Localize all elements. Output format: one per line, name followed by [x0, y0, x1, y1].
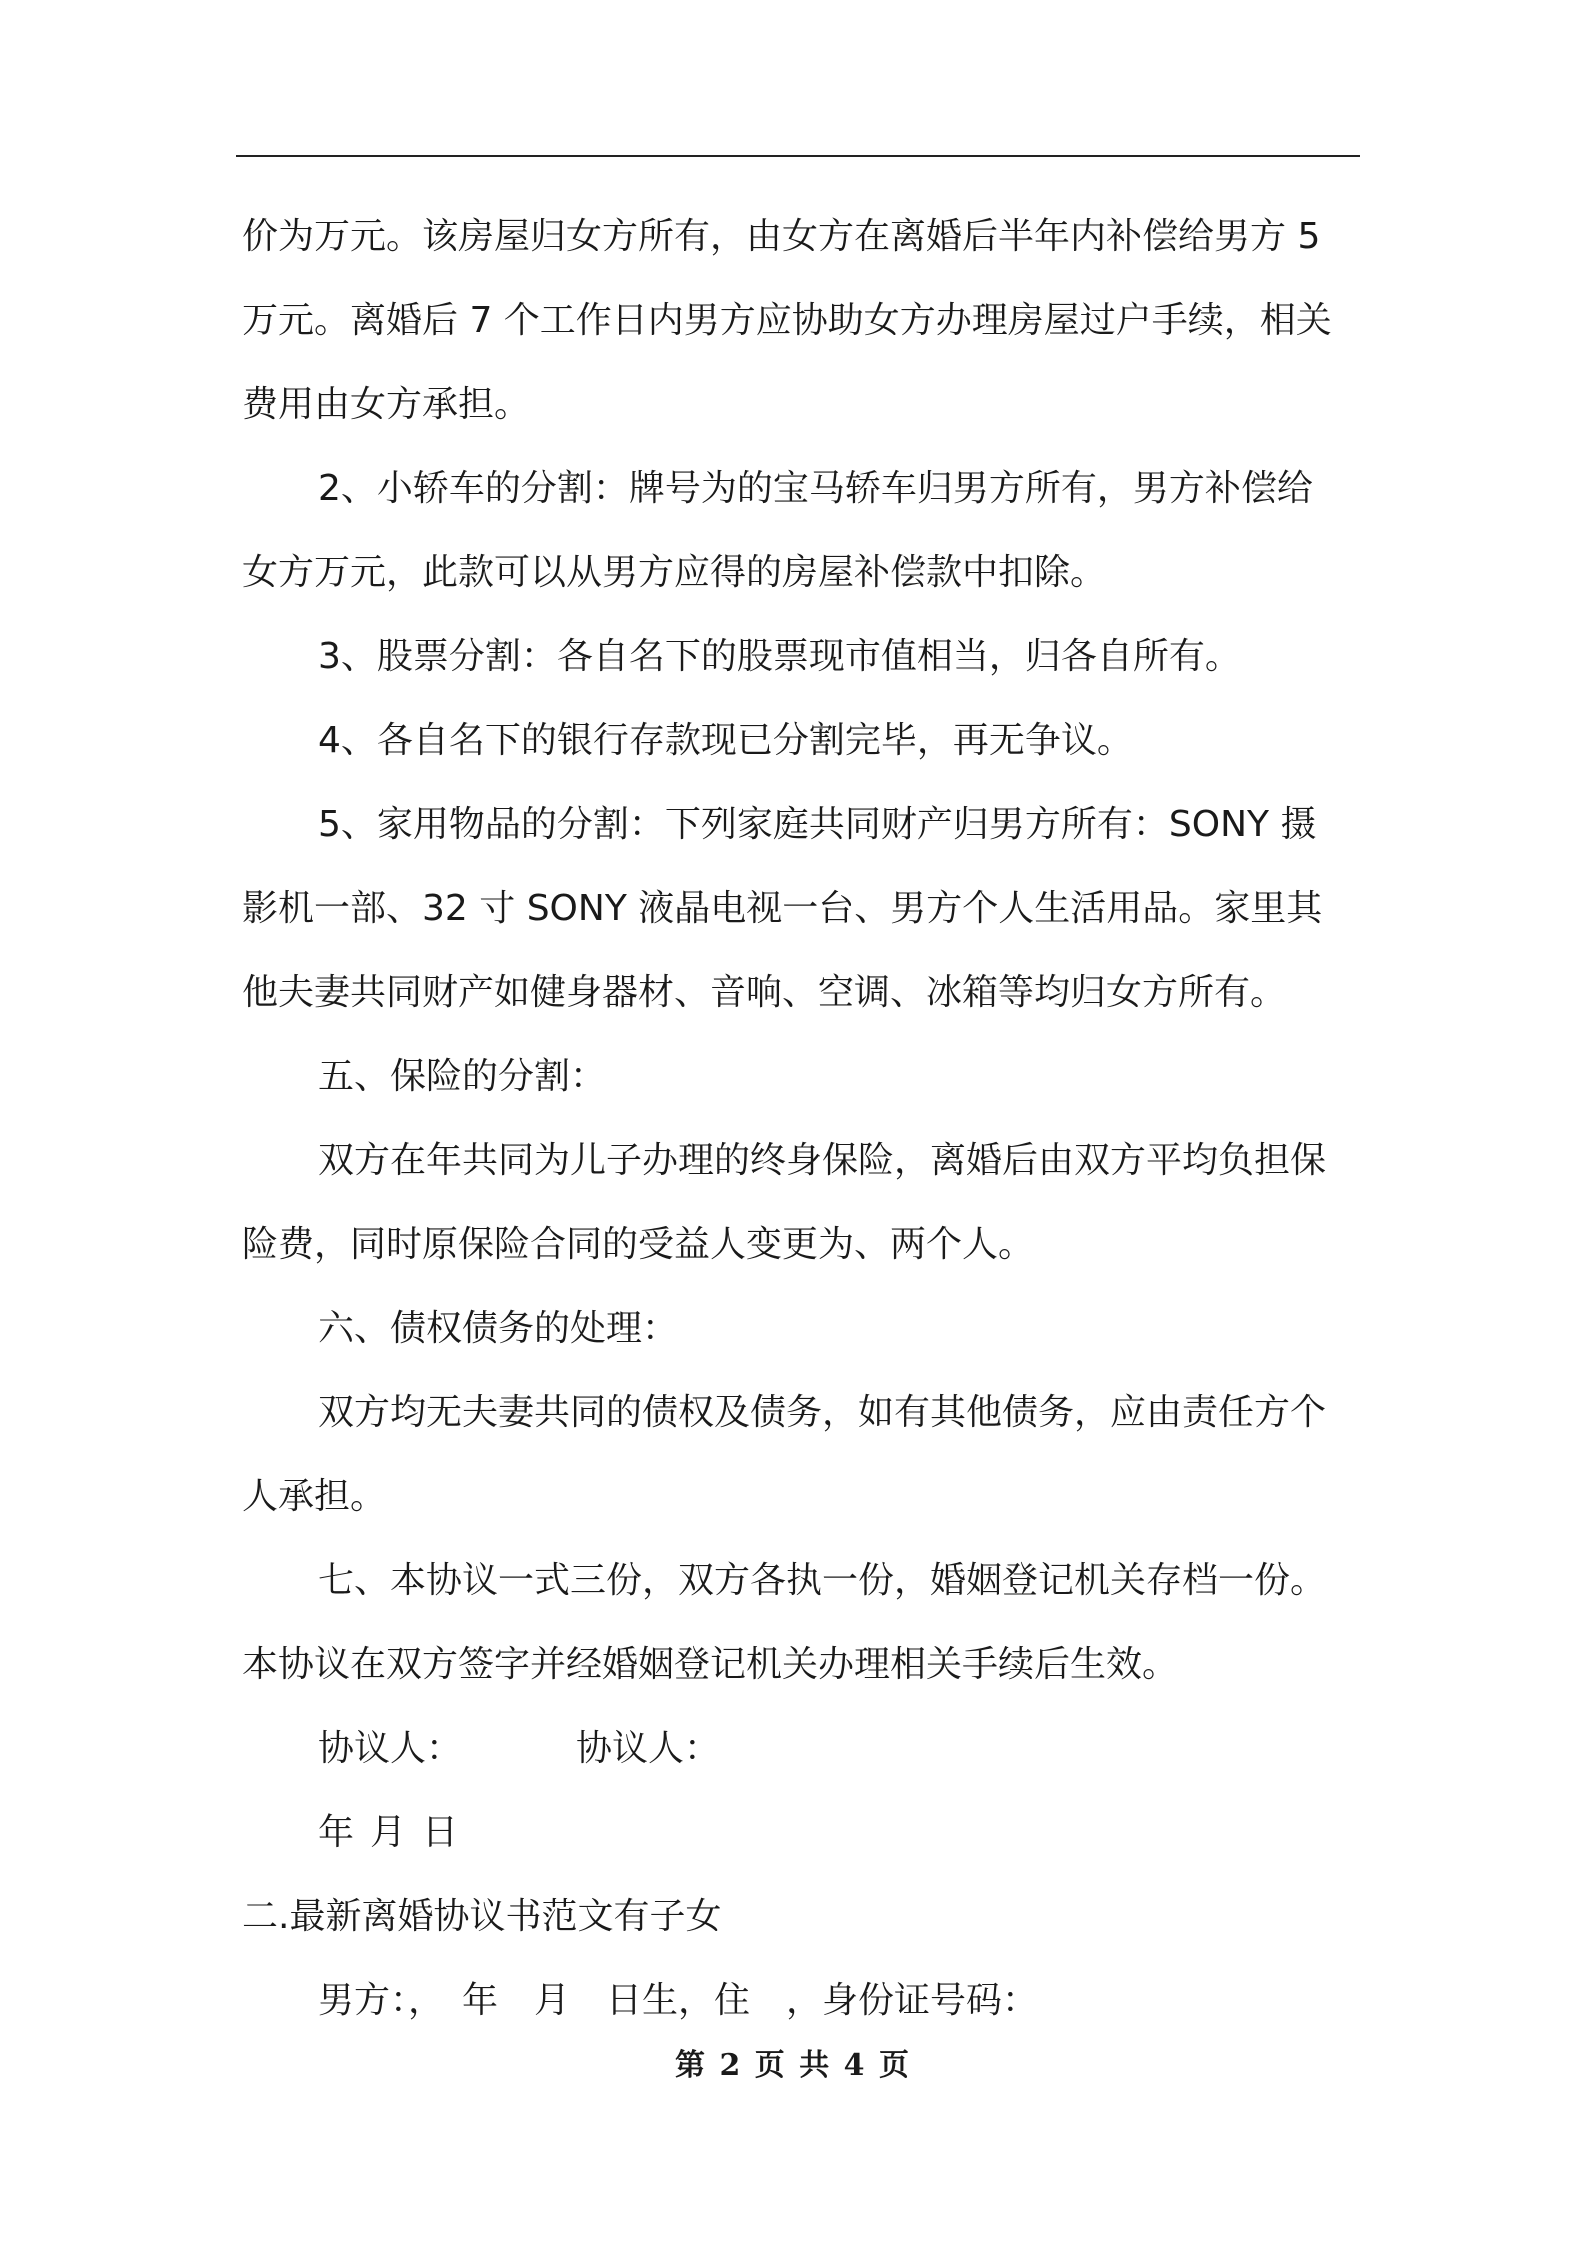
date-month-label: 月 — [370, 1812, 407, 1853]
paragraph-line: 女方万元，此款可以从男方应得的房屋补偿款中扣除。 — [242, 552, 1107, 593]
paragraph-line: 3、股票分割：各自名下的股票现市值相当，归各自所有。 — [318, 636, 1241, 677]
paragraph-line: 双方在年共同为儿子办理的终身保险，离婚后由双方平均负担保 — [318, 1140, 1327, 1181]
paragraph-line: 万元。离婚后 7 个工作日内男方应协助女方办理房屋过户手续，相关 — [242, 300, 1332, 341]
signature-label-party-a: 协议人： — [318, 1728, 463, 1769]
paragraph-line: 价为万元。该房屋归女方所有，由女方在离婚后半年内补偿给男方 5 — [242, 216, 1321, 257]
paragraph-line: 4、各自名下的银行存款现已分割完毕，再无争议。 — [318, 720, 1133, 761]
signature-label-party-b: 协议人： — [576, 1728, 721, 1769]
paragraph-line: 费用由女方承担。 — [242, 384, 531, 425]
document-body — [242, 195, 1360, 2043]
paragraph-line: 人承担。 — [242, 1476, 387, 1517]
header-rule — [236, 155, 1360, 157]
date-line — [242, 1791, 1360, 1875]
section-heading-debts: 六、债权债务的处理： — [318, 1308, 679, 1349]
signature-line — [242, 1707, 1360, 1791]
paragraph-line: 5、家用物品的分割：下列家庭共同财产归男方所有：SONY 摄 — [318, 804, 1317, 845]
section-heading: 二.最新离婚协议书范文有子女 — [242, 1896, 722, 1937]
page-number-footer: 第 2 页 共 4 页 — [675, 2048, 911, 2083]
paragraph-line: 2、小轿车的分割：牌号为的宝马轿车归男方所有，男方补偿给 — [318, 468, 1313, 509]
date-day-label: 日 — [422, 1812, 459, 1853]
paragraph-line: 本协议在双方签字并经婚姻登记机关办理相关手续后生效。 — [242, 1644, 1179, 1685]
date-year-label: 年 — [318, 1812, 355, 1853]
section-heading-insurance: 五、保险的分割： — [318, 1056, 607, 1097]
paragraph-line: 险费，同时原保险合同的受益人变更为、两个人。 — [242, 1224, 1035, 1265]
paragraph-line: 七、本协议一式三份，双方各执一份，婚姻登记机关存档一份。 — [318, 1560, 1327, 1601]
paragraph-line: 男方：， 年 月 日生，住 ，身份证号码： — [318, 1980, 1039, 2021]
paragraph-line: 他夫妻共同财产如健身器材、音响、空调、冰箱等均归女方所有。 — [242, 972, 1287, 1013]
paragraph-line: 影机一部、32 寸 SONY 液晶电视一台、男方个人生活用品。家里其 — [242, 888, 1323, 929]
paragraph-line: 双方均无夫妻共同的债权及债务，如有其他债务，应由责任方个 — [318, 1392, 1327, 1433]
